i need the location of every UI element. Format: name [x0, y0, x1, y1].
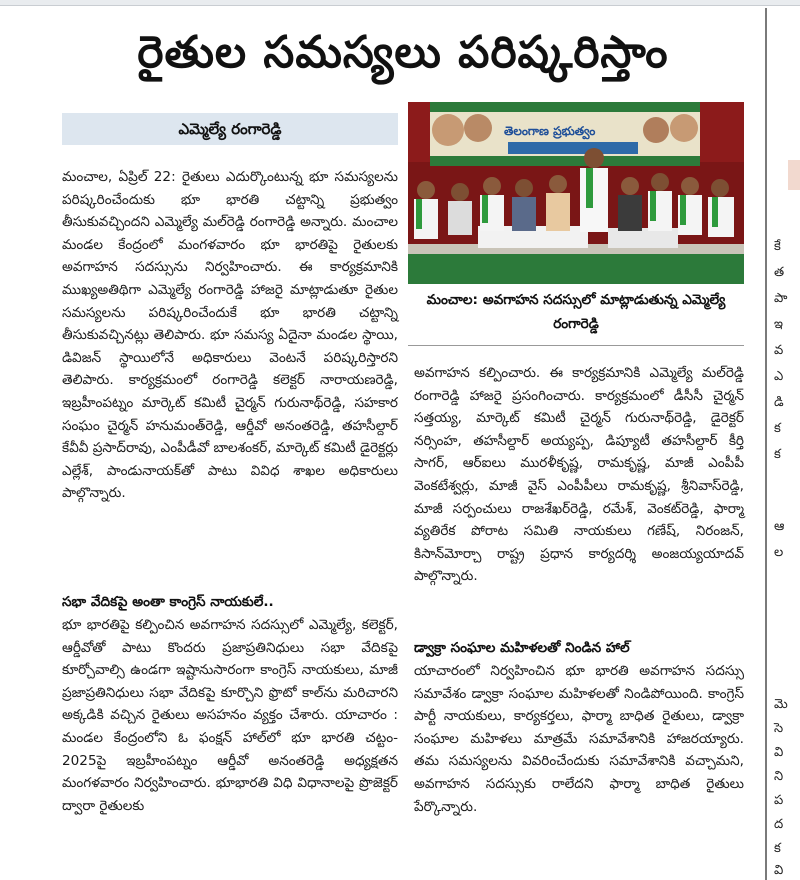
adjacent-char: పా [774, 291, 788, 306]
article-column-1: మంచాల, ఏప్రిల్ 22: రైతులు ఎదుర్కొంటున్న భూ సమస్యలను పరిష్కరించేందుకు భూ భారతి చట్టాన్ని ప్రభుత్వం తీసుకువచ్చిందని ఎమ్మెల్యే మల్‌రెడ్డి రంగారెడ్డి అన్నారు. మంచాల మండల కేంద్రంలో మంగళవారం భూ భారతిపై రైతులకు అవగాహన సదస్సును నిర్వహించారు. ఈ కార్యక్రమానికి ముఖ్యఅతిథిగా ఎమ్మెల్యే రంగారెడ్డి హాజరై మాట్లాడుతూ రైతుల సమస్యలను పరిష్కరించేందుకే భూ భారతి చట్టాన్ని తీసుకువచ్చినట్లు తెలిపారు. భూ సమస్య ఏదైనా మండల స్థాయి, డివిజన్ స్థాయిలోనే అధికారులు వెంటనే పరిష్కరిస్తారని తెలిపారు. కార్యక్రమంలో రంగారెడ్డి కలెక్టర్ నారాయణరెడ్డి, ఇబ్రహీంపట్నం మార్కెట్ కమిటీ చైర్మన్ గురునాథ్‌రెడ్డి, సహకార సంఘం చైర్మన్ హనుమంత్‌రెడ్డి, ఆర్డీవో అనంతరెడ్డి, తహసీల్దార్ కేవీవీ ప్రసాద్‌రావు, ఎంపీడీవో బాలశంకర్, మార్కెట్ కమిటీ డైరెక్టర్లు ఎల్లేశ్, పాండునాయక్‌తో పాటు వివిధ శాఖల అధికారులు పాల్గొన్నారు. [62, 169, 399, 502]
adjacent-char: ని [774, 769, 784, 784]
adjacent-char: ఆ [774, 519, 785, 534]
adjacent-char: వ [774, 343, 784, 358]
headline: రైతుల సమస్యలు పరిష్కరిస్తాం [137, 27, 669, 78]
adjacent-char: వి [774, 863, 784, 878]
adjacent-char: క [774, 421, 781, 436]
adjacent-char: మె [774, 697, 788, 712]
byline: ఎమ్మెల్యే రంగారెడ్డి [62, 113, 398, 145]
adjacent-char: సె [774, 721, 784, 736]
article-column-1-continued: భూ భారతిపై కల్పించిన అవగాహన సదస్సులో ఎమ్మెల్యే, కలెక్టర్, ఆర్డీవోతో పాటు కొందరు ప్రజాప్రతినిధులు సభా వేదికపై కూర్చోవాల్సి ఉండగా ఇష్టానుసారంగా కాంగ్రెస్ నాయకులు, మాజీ ప్రజాప్రతినిధులు సభా వేదికపై కూర్చొని ఫ్రొటో కాల్‌ను మరిచారని అక్కడికి వచ్చిన రైతులు అసహనం వ్యక్తం చేశారు. యాచారం : మండల కేంద్రంలోని ఓ ఫంక్షన్ హాల్‌లో భూ భారతి చట్టం- 2025పై ఇబ్రహీంపట్నం ఆర్డీవో అనంతరెడ్డి అధ్యక్షతన మంగళవారం నిర్వహించారు. భూభారతి విధి విధానాలపై ప్రొజెక్టర్ ద్వారా రైతులకు [62, 617, 398, 814]
photo-caption: మంచాల: అవగాహన సదస్సులో మాట్లాడుతున్న ఎమ్మెల్యే రంగారెడ్డి [408, 288, 744, 346]
adjacent-char: ఎ [774, 369, 784, 384]
adjacent-article-strip [768, 8, 800, 880]
adjacent-char: క [774, 447, 781, 462]
subheading-hall: డ్వాక్రా సంఘాల మహిళలతో నిండిన హాల్ [414, 640, 630, 656]
adjacent-char: ప [774, 793, 784, 808]
article-column-2-continued: యాచారంలో నిర్వహించిన భూ భారతి అవగాహన సదస్సు సమావేశం డ్వాక్రా సంఘాల మహిళలతో నిండిపోయింది. కాంగ్రెస్ పార్టీ నాయకులు, కార్యకర్తలు, ఫార్మా బాధిత రైతులు, డ్వాక్రా సంఘాల మహిళలు మాత్రమే సమావేశానికి హాజరయ్యారు. తమ సమస్యలను వివరించేందుకు సమావేశానికి వచ్చామని, అవగాహన సదస్సుకు రాలేదని ఫార్మా బాధిత రైతులు పేర్కొన్నారు. [414, 663, 744, 815]
event-photo-illustration [408, 102, 744, 284]
adjacent-char: ఇ [774, 317, 783, 332]
adjacent-char: డి [774, 395, 784, 410]
adjacent-char: ల [774, 545, 784, 560]
page-top-rule [0, 0, 800, 6]
column-divider [765, 8, 767, 880]
article-column-2: అవగాహన కల్పించారు. ఈ కార్యక్రమానికి ఎమ్మెల్యే మల్‌రెడ్డి రంగారెడ్డి హాజరై ప్రసంగించారు. కార్యక్రమంలో డీసీసీ చైర్మన్ సత్తయ్య, మార్కెట్ కమిటీ చైర్మన్ గురునాథ్‌రెడ్డి, డైరెక్టర్ నర్సింహ, తహసీల్దార్ అయ్యప్ప, డిప్యూటీ తహసీల్దార్ కీర్తి సాగర్, ఆర్‌ఐలు మురళీకృష్ణ, రామకృష్ణ, మాజీ ఎంపీపీ వెంకటేశ్వర్లు, మాజీ వైస్ ఎంపీపీలు రామకృష్ణ, శ్రీనివాస్‌రెడ్డి, మాజీ సర్పంచులు రాజశేఖర్‌రెడ్డి, రమేశ్, వెంకట్‌రెడ్డి, ఫార్మా వ్యతిరేక పోరాట సమితి నాయకులు గణేష్, నిరంజన్, కిసాన్‌మోర్చా రాష్ట్ర ప్రధాన కార్యదర్శి అంజయ్యయాదవ్ పాల్గొన్నారు. [414, 365, 744, 585]
event-photo [408, 102, 744, 284]
adjacent-char: క [774, 841, 781, 856]
subheading-stage: సభా వేదికపై అంతా కాంగ్రెస్ నాయకులే.. [62, 594, 274, 610]
adjacent-char: త [774, 265, 785, 280]
adjacent-char: కే [774, 239, 781, 254]
adjacent-char: ద [774, 817, 784, 832]
adjacent-char: వి [774, 745, 784, 760]
banner-text: తెలంగాణ ప్రభుత్వం [504, 124, 596, 138]
